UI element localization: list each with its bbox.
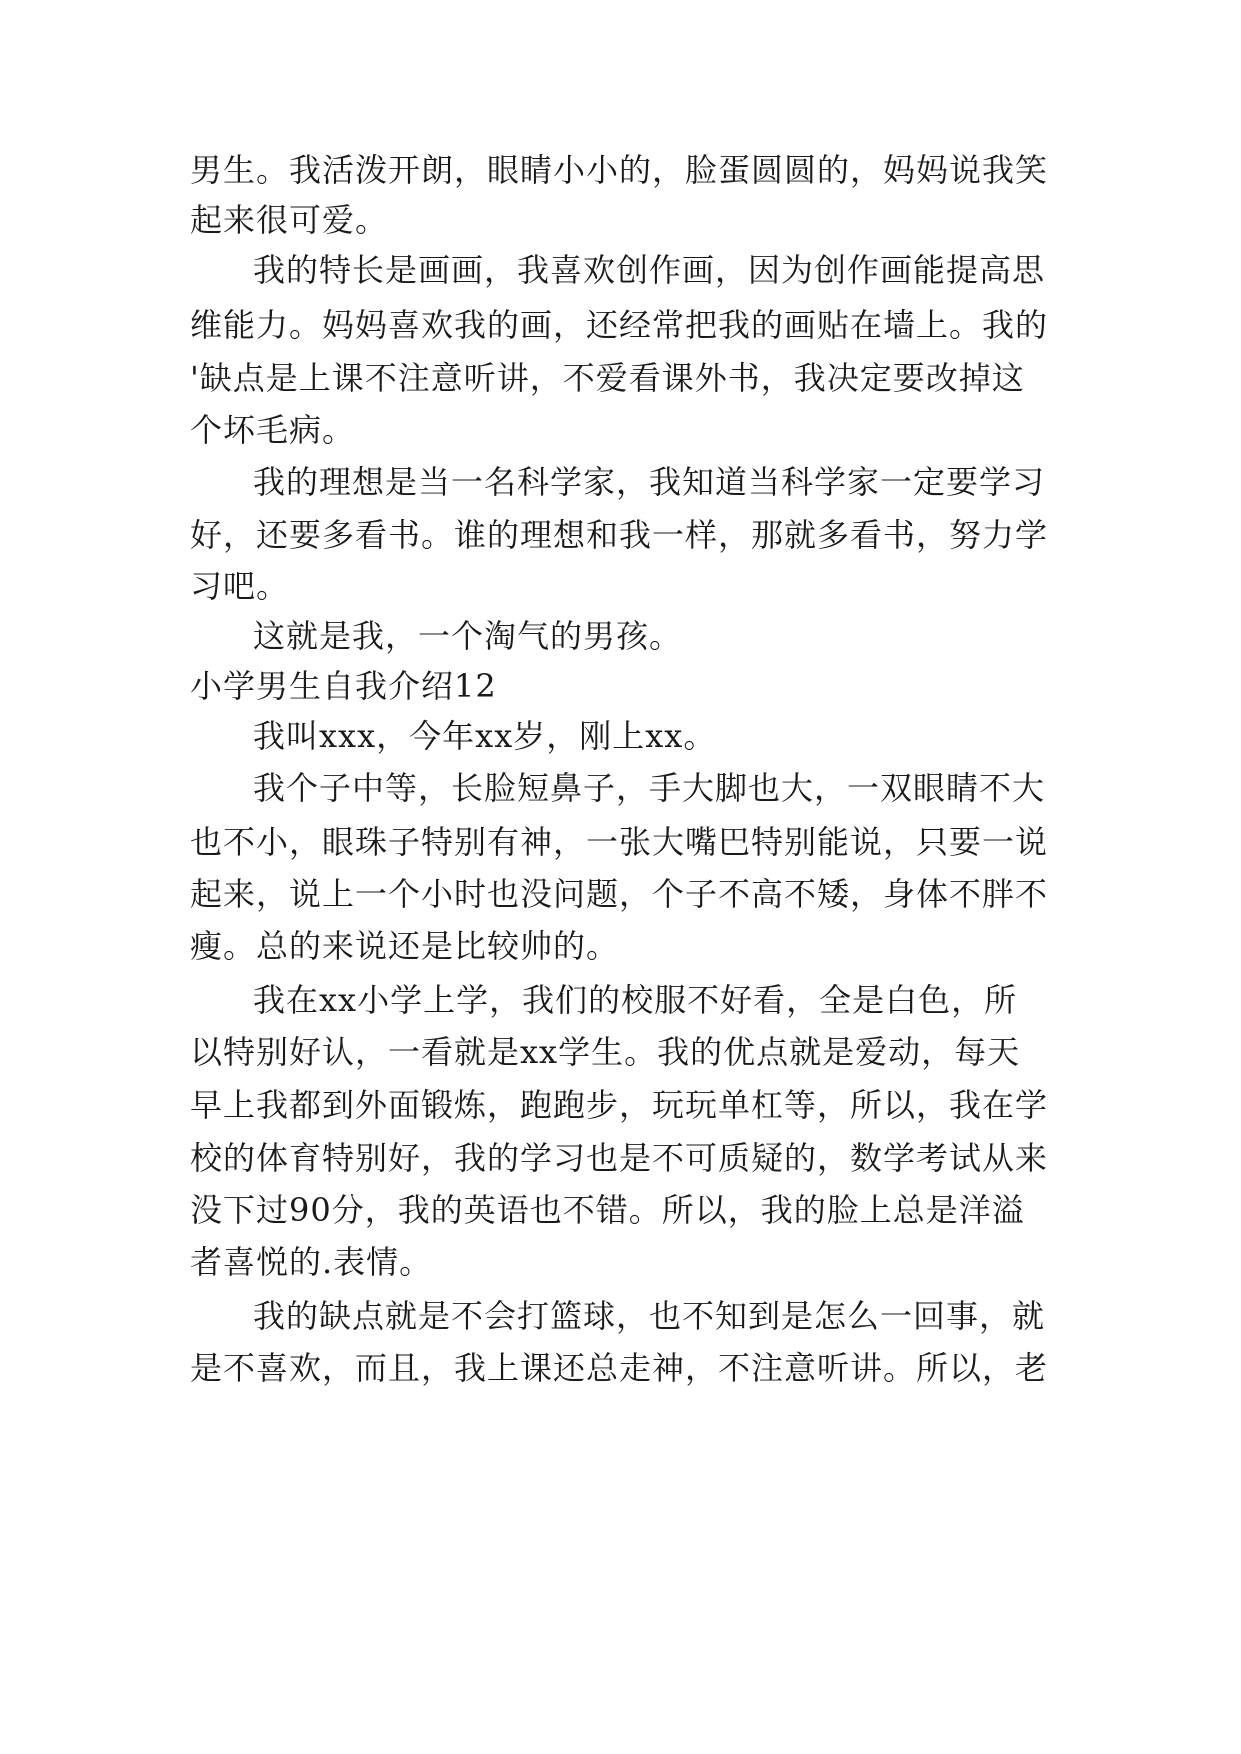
paragraph-start: 我的特长是画画，我喜欢创作画，因为创作画能提高思 [253, 251, 1046, 289]
section-heading: 小学男生自我介绍12 [190, 667, 497, 705]
text-line: 瘦。总的来说还是比较帅的。 [190, 927, 620, 965]
paragraph-start: 我个子中等，长脸短鼻子，手大脚也大，一双眼睛不大 [253, 769, 1046, 807]
paragraph-start: 我的理想是当一名科学家，我知道当科学家一定要学习 [253, 463, 1046, 501]
paragraph-start: 我在xx小学上学，我们的校服不好看，全是白色，所 [253, 981, 1018, 1019]
text-line: 起来很可爱。 [190, 201, 389, 239]
text-line: 维能力。妈妈喜欢我的画，还经常把我的画贴在墙上。我的 [190, 306, 1049, 344]
paragraph-start: 我的缺点就是不会打篮球，也不知到是怎么一回事，就 [253, 1297, 1046, 1335]
text-line: 个坏毛病。 [190, 411, 356, 449]
paragraph-start: 我叫xxx，今年xx岁，刚上xx。 [253, 717, 717, 755]
text-line: 以特别好认，一看就是xx学生。我的优点就是爱动，每天 [190, 1033, 1021, 1071]
text-line: 是不喜欢，而且，我上课还总走神，不注意听讲。所以，老 [190, 1349, 1049, 1387]
text-line: 也不小，眼珠子特别有神，一张大嘴巴特别能说，只要一说 [190, 823, 1049, 861]
text-line: 没下过90分，我的英语也不错。所以，我的脸上总是洋溢 [190, 1191, 1025, 1229]
text-line: 男生。我活泼开朗，眼睛小小的，脸蛋圆圆的，妈妈说我笑 [190, 151, 1049, 189]
text-line: 起来，说上一个小时也没问题，个子不高不矮，身体不胖不 [190, 875, 1049, 913]
paragraph-start: 这就是我，一个淘气的男孩。 [253, 617, 683, 655]
text-line: 习吧。 [190, 567, 290, 605]
text-line: '缺点是上课不注意听讲，不爱看课外书，我决定要改掉这 [190, 359, 1025, 397]
text-line: 校的体育特别好，我的学习也是不可质疑的，数学考试从来 [190, 1139, 1049, 1177]
text-line: 早上我都到外面锻炼，跑跑步，玩玩单杠等，所以，我在学 [190, 1086, 1049, 1124]
text-line: 好，还要多看书。谁的理想和我一样，那就多看书，努力学 [190, 516, 1049, 554]
text-line: 者喜悦的.表情。 [190, 1243, 433, 1281]
